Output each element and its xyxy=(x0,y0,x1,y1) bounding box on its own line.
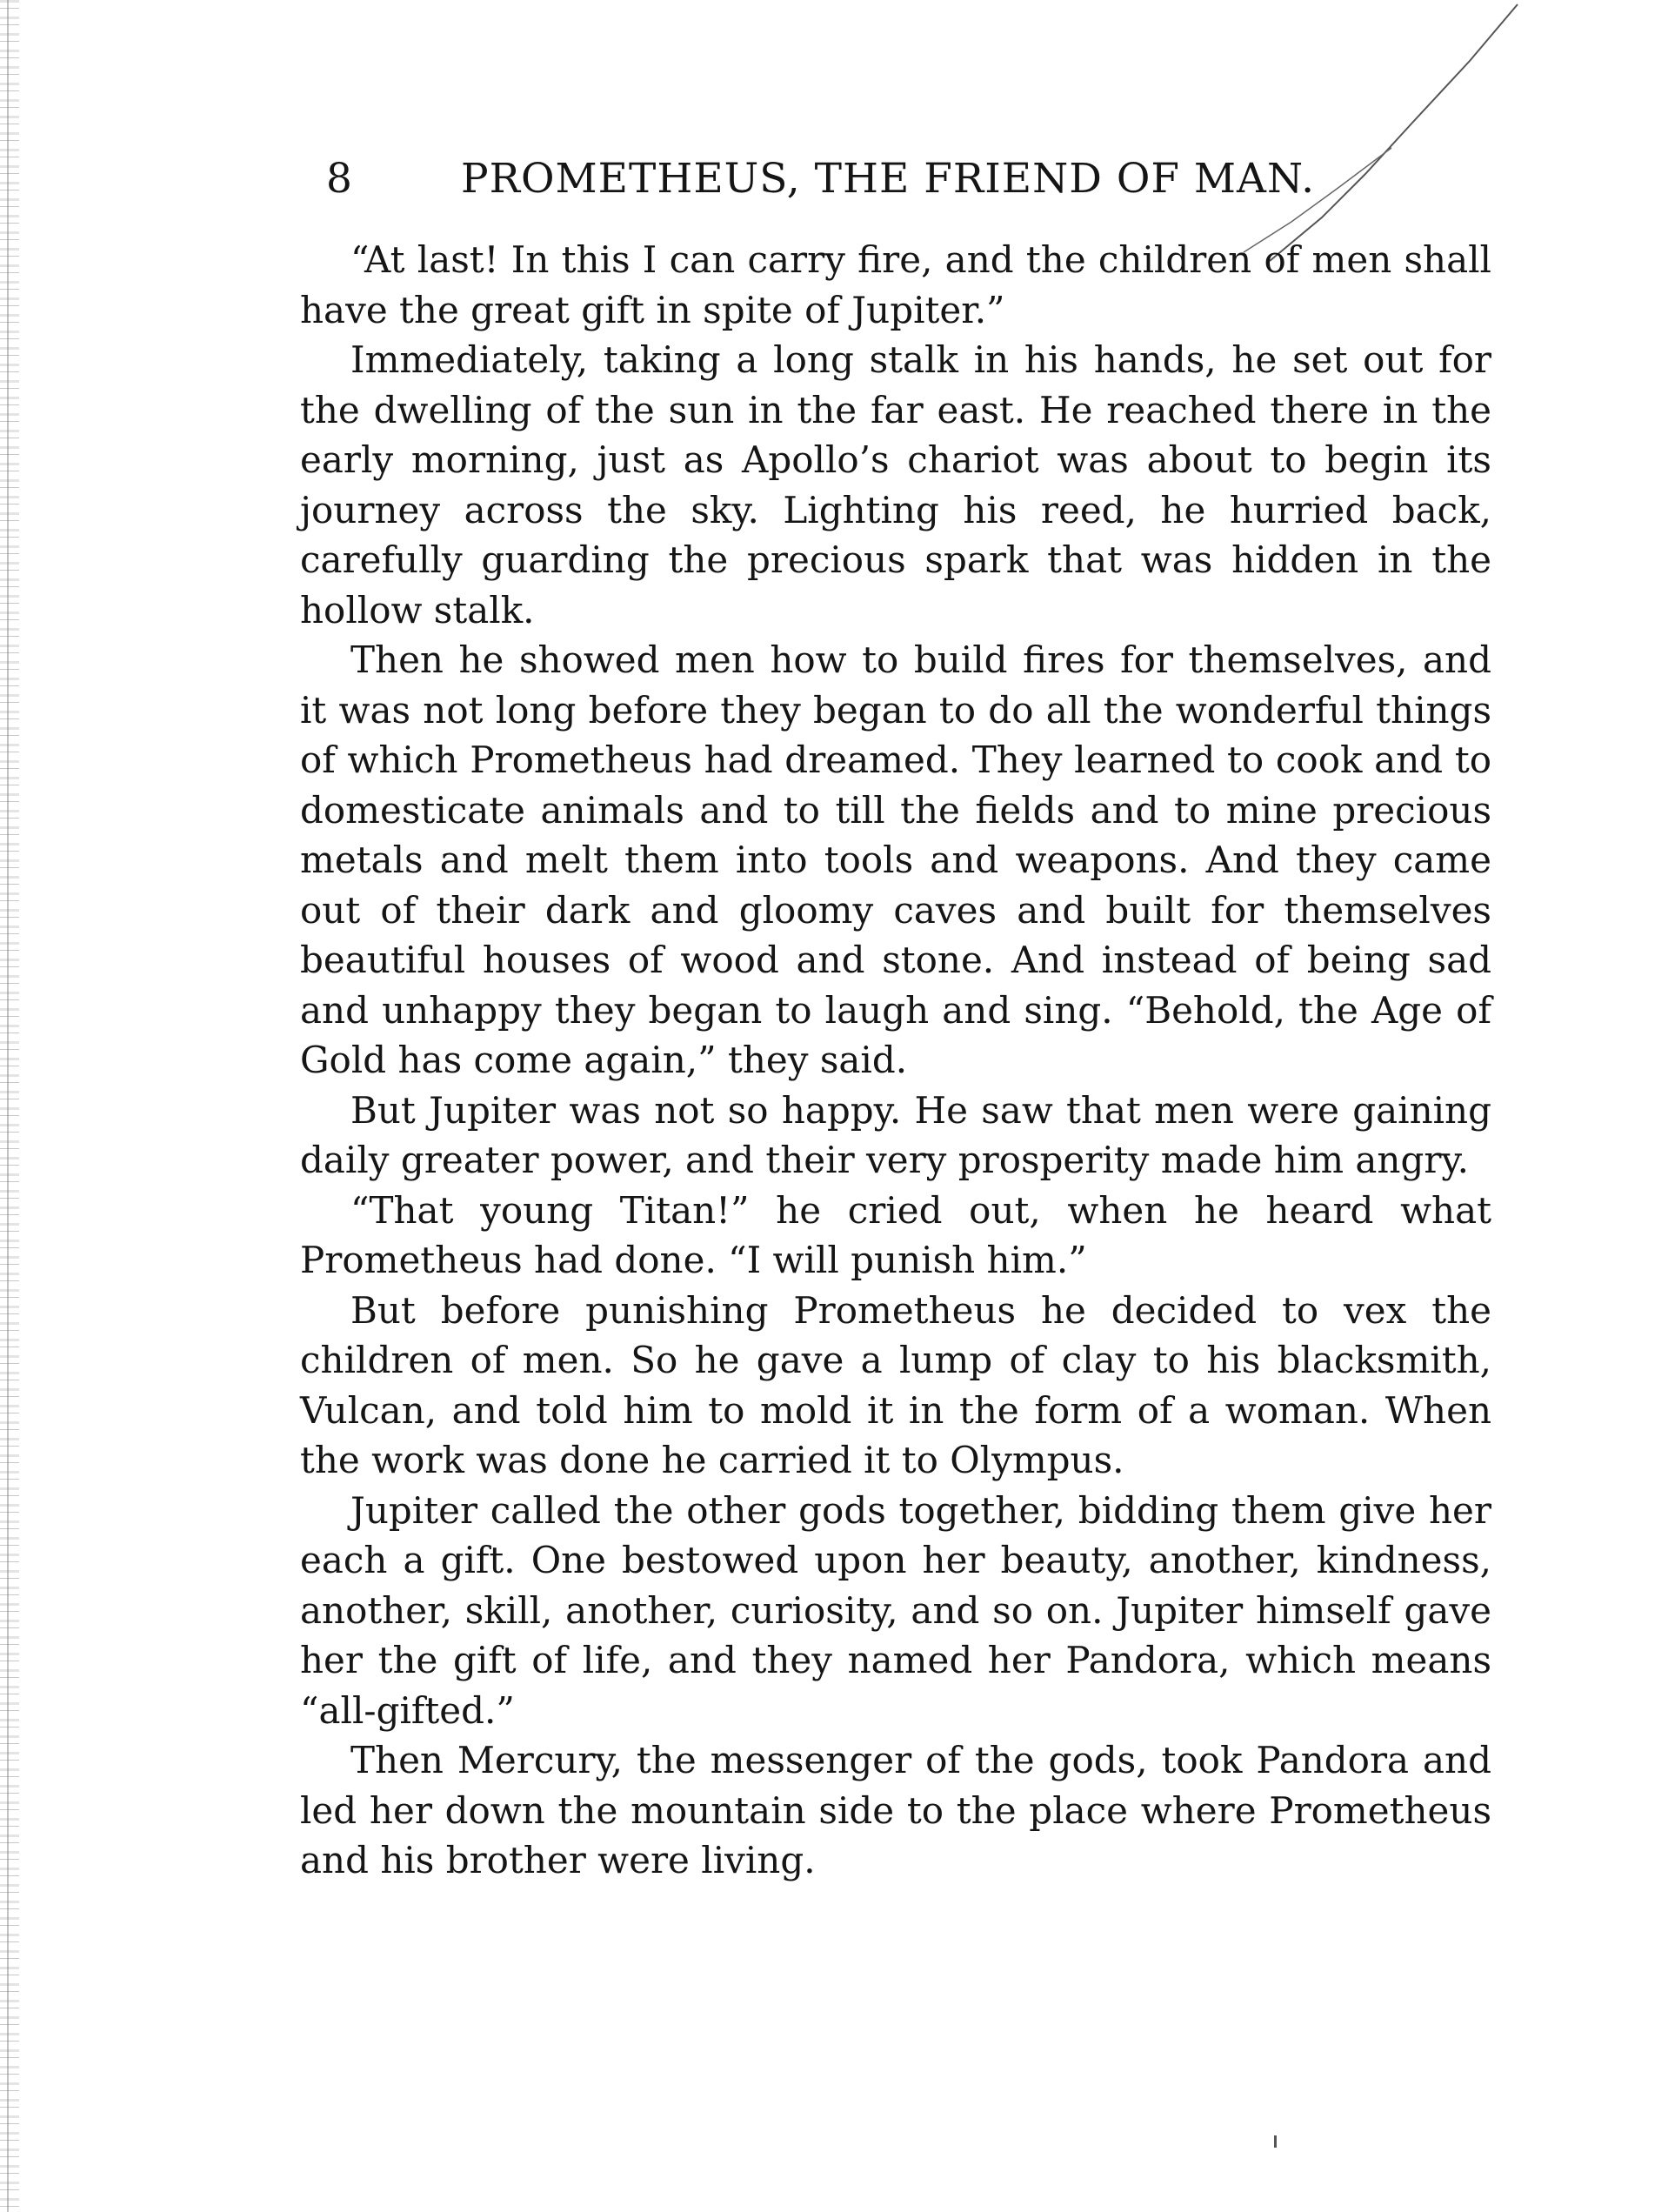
scan-binding-edge xyxy=(0,0,19,2212)
paragraph: “At last! In this I can carry fire, and the children of men shall have the great gift in spite of Jupiter.” xyxy=(300,238,1491,331)
paragraph: Immediately, taking a long stalk in his hands, he set out for the dwelling of the sun in the far east. He reached there in the early morning, just as Apollo’s chariot was about to begin its journey across the sky. Lighting his reed, he hurried back, carefully guarding the precious spark that was hidden in the hollow stalk. xyxy=(300,338,1491,632)
stray-ink-mark xyxy=(1274,2135,1277,2148)
paragraph: But Jupiter was not so happy. He saw that men were gaining daily greater power, and their very prosperity made him angry. xyxy=(300,1088,1491,1181)
scan-binding-line xyxy=(7,0,9,2212)
page-number: 8 xyxy=(326,155,353,203)
page-header xyxy=(326,155,1383,216)
paragraph: “That young Titan!” he cried out, when he heard what Prometheus had done. “I will punish him.” xyxy=(300,1188,1491,1281)
paragraph: Then he showed men how to build fires for themselves, and it was not long before they began to do all the wonderful things of which Prometheus had dreamed. They learned to cook and to domesticate animals and to till the fields and to mine precious metals and melt them into tools and weapons. And they came out of their dark and gloomy caves and built for themselves beautiful houses of wood and stone. And instead of being sad and unhappy they began to laugh and sing. “Behold, the Age of Gold has come again,” they said. xyxy=(300,638,1491,1081)
paragraph: Then Mercury, the messenger of the gods, took Pandora and led her down the mountain side to the place where Prometheus and his brother were living. xyxy=(300,1739,1491,1881)
paragraph: Jupiter called the other gods together, bidding them give her each a gift. One bestowed upon her beauty, another, kindness, another, skill, another, curiosity, and so on. Jupiter himself gave her the gift of life, and they named her Pandora, which means “all-gifted.” xyxy=(300,1488,1491,1732)
paragraph: But before punishing Prometheus he decided to vex the children of men. So he gave a lump of clay to his blacksmith, Vulcan, and told him to mold it in the form of a woman. When the work was done he carried it to Olympus. xyxy=(300,1288,1491,1481)
body-text xyxy=(300,235,1491,1886)
running-title: PROMETHEUS, THE FRIEND OF MAN. xyxy=(461,155,1316,203)
